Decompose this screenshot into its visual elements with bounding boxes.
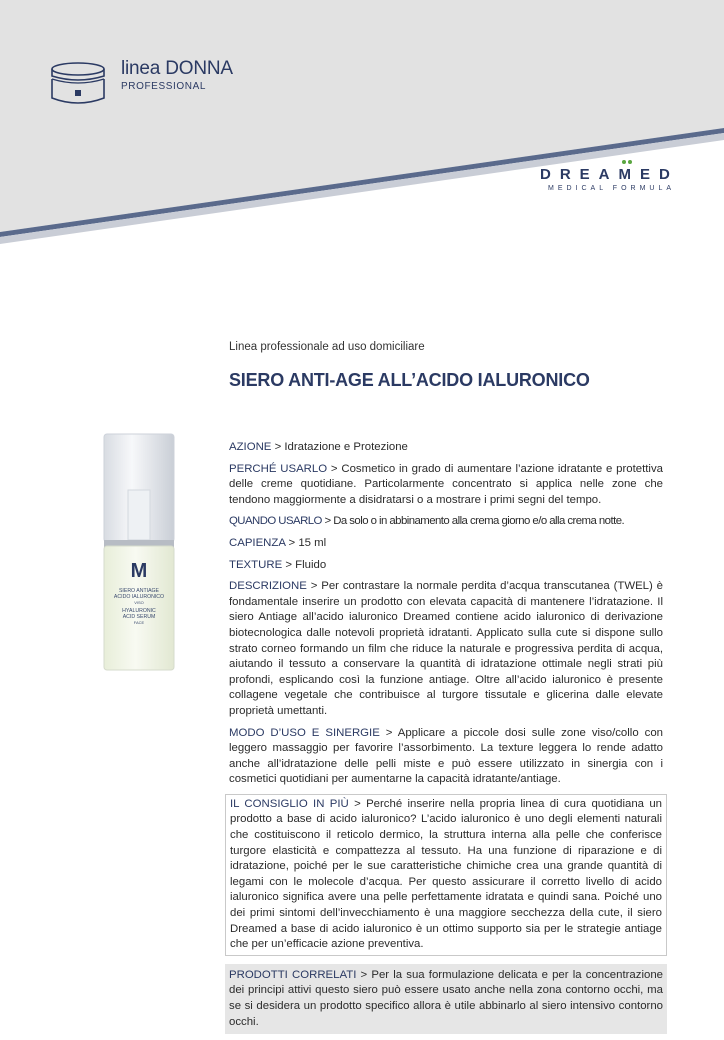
section-consiglio: [225, 794, 667, 956]
section-label: QUANDO USARLO: [229, 515, 322, 528]
section-text: Cosmetico in grado di aumentare l’azione idratante e protettiva delle creme quotidiane. Particolarmente concentrato si applica nelle zone che tendono maggiormente a disidratarsi o a mostrare i primi segni del tempo.: [229, 462, 663, 506]
section-label: CAPIENZA: [229, 536, 286, 549]
section-modo-uso: [229, 726, 663, 788]
line-name: linea DONNA: [121, 58, 233, 79]
serum-bottle-image: [98, 428, 180, 676]
product-description: [229, 440, 663, 1040]
section-label: PRODOTTI CORRELATI: [229, 968, 357, 981]
section-label: PERCHÉ USARLO: [229, 462, 328, 475]
bottle-label-line: FACE: [133, 620, 145, 625]
section-text: Applicare a piccole dosi sulle zone viso/collo con leggero massaggio per favorire l’assorbimento. La texture leggera lo rende adatto anche all’idratazione delle pelli miste e può essere utilizzato in sinergia con i cosmetici quotidiani per aumentarne la capacità idratante/antiage.: [229, 726, 663, 786]
section-text: Fluido: [295, 558, 327, 571]
bottle-label-line: ACIDO IALURONICO: [113, 594, 165, 600]
section-sep: >: [282, 558, 296, 571]
section-sep: >: [321, 515, 334, 528]
section-text: 15 ml: [298, 536, 327, 549]
section-text: Per contrastare la normale perdita d’acqua transcutanea (TWEL) è fondamentale inserire un prodotto con elevata capacità di mantenere l’idratazione. Il siero Antiage all’acido ialuronico Dreamed contiene acido ialuronico di derivazione biotecnologica dalle notevoli proprietà idratanti. Applicato sulla cute si dispone sullo strato corneo formando un film che riduce la naturale e progressiva perdita di acqua, aiutando il tessuto a conservare la quantità di idratazione ottimale negli strati più profondi, esplicando così la funzione antiage. Oltre all’acido ialuronico è presente collagene vegetale che contribuisce al turgore tissutale e glicerina dalle elevate proprietà umettanti.: [229, 580, 664, 717]
section-azione: [229, 440, 663, 456]
bottle-icon: [98, 428, 180, 676]
line-subtitle: PROFESSIONAL: [121, 81, 206, 92]
section-label: DESCRIZIONE: [229, 580, 307, 593]
section-capienza: [229, 536, 663, 552]
bottle-label-line: VISO: [134, 600, 144, 605]
logo-wordmark: DREAMED: [540, 166, 679, 183]
section-label: AZIONE: [229, 441, 272, 453]
bottle-label-line: HYALURONIC: [122, 608, 156, 614]
section-descrizione: [229, 579, 663, 719]
section-sep: >: [356, 968, 372, 981]
bottle-brand-mark: M: [130, 560, 148, 582]
section-text: Da solo o in abbinamento alla crema giorno e/o alla crema notte.: [333, 515, 625, 528]
section-label: TEXTURE: [229, 558, 283, 571]
page-title: SIERO ANTI-AGE ALL’ACIDO IALURONICO: [229, 370, 590, 390]
section-sep: >: [306, 580, 322, 593]
section-text: Idratazione e Protezione: [284, 441, 408, 453]
section-sep: >: [271, 441, 285, 453]
bottle-label-line: SIERO ANTIAGE: [118, 588, 160, 594]
section-label: MODO D’USO E SINERGIE: [229, 726, 380, 739]
logo-tagline: MEDICAL FORMULA: [548, 185, 676, 192]
section-text: Per la sua formulazione delicata e per la concentrazione dei principi attivi questo siero può essere usato anche nella zona contorno occhi, ma se si desidera un prodotto specifico allora è utile abbinarlo al siero intensivo contorno occhi.: [229, 968, 663, 1028]
section-sep: >: [327, 462, 342, 475]
section-quando: [229, 514, 663, 530]
section-label: IL CONSIGLIO IN PIÙ: [230, 797, 349, 810]
section-perche: [229, 462, 663, 509]
section-sep: >: [285, 536, 299, 549]
product-intro: Linea professionale ad uso domiciliare: [229, 341, 425, 353]
section-sep: >: [348, 797, 367, 810]
section-text: Perché inserire nella propria linea di cura quotidiana un prodotto a base di acido ialuronico? L’acido ialuronico è uno degli elementi naturali che costituiscono il reticolo dermico, la struttura interna alla pelle che conferisce turgore elasticità e compattezza al tessuto. Ha una funzione di riparazione e di idratazione, poiché per le sue caratteristiche chimiche crea una grande quantità di legami con le molecole d’acqua. Per questo assicurare il corretto livello di acido ialuronico significa avere una pelle perfettamente idratata e quindi sana. Poiché uno dei primi sintomi dell’invecchiamento è una maggiore secchezza della cute, il siero Dreamed a base di acido ialuronico è un ottimo supporto sia per le strategie antiage che per un’efficacie azione preventiva.: [230, 797, 663, 951]
section-texture: [229, 558, 663, 574]
bottle-label-line: ACID SERUM: [122, 614, 156, 620]
section-sep: >: [379, 726, 398, 739]
